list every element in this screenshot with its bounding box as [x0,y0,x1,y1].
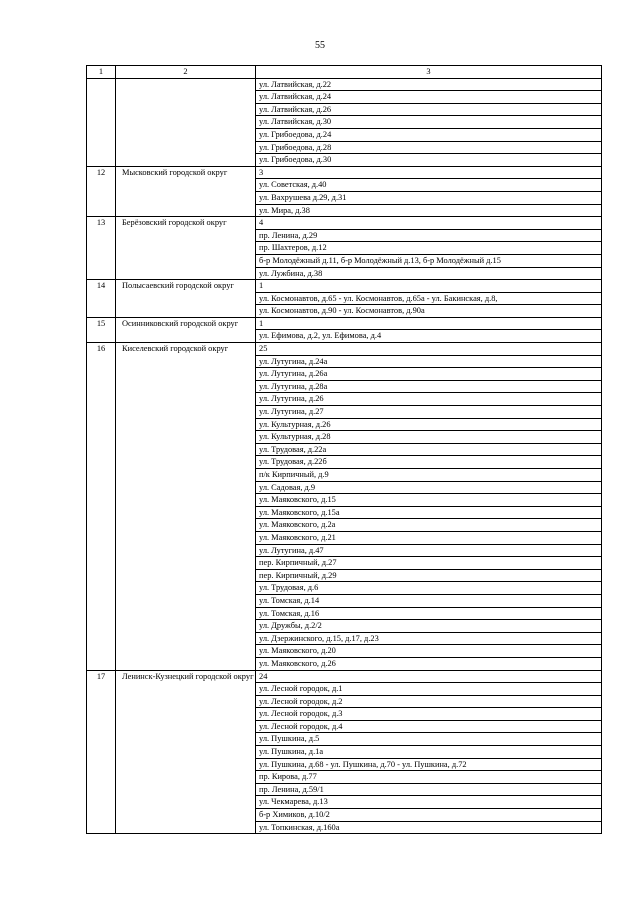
address-cell: ул. Маяковского, д.26 [256,657,602,670]
header-cell-3: 3 [256,66,602,79]
count-cell: 1 [256,317,602,330]
address-cell: ул. Советская, д.40 [256,179,602,192]
address-cell: ул. Культурная, д.26 [256,418,602,431]
row-number-cell: 12 [87,166,116,216]
count-cell: 25 [256,343,602,356]
address-cell: ул. Маяковского, д.15 [256,494,602,507]
address-cell: ул. Грибоедова, д.28 [256,141,602,154]
address-cell: ул. Трудовая, д.6 [256,582,602,595]
row-number-cell: 14 [87,280,116,318]
address-table [86,65,602,834]
address-cell: ул. Космонавтов, д.65 - ул. Космонавтов, д.65а - ул. Бакинская, д.8, [256,292,602,305]
district-name-cell: Ленинск-Кузнецкий городской округ [116,670,256,834]
address-cell: ул. Лутугина, д.47 [256,544,602,557]
table-row [87,343,602,356]
address-cell: ул. Пушкина, д.1а [256,746,602,759]
district-name-cell: Полысаевский городской округ [116,280,256,318]
row-number-cell: 13 [87,217,116,280]
address-cell: ул. Маяковского, д.21 [256,531,602,544]
address-cell: ул. Грибоедова, д.30 [256,154,602,167]
address-cell: ул. Космонавтов, д.90 - ул. Космонавтов, д.90а [256,305,602,318]
address-cell: ул. Дружбы, д.2/2 [256,620,602,633]
address-cell: пер. Кирпичный, д.29 [256,569,602,582]
district-name-cell [116,78,256,166]
address-cell: ул. Маяковского, д.15а [256,506,602,519]
district-name-cell: Осинниковский городской округ [116,317,256,342]
address-cell: ул. Топкинская, д.160а [256,821,602,834]
district-name-cell: Киселевский городской округ [116,343,256,670]
address-cell: пр. Кирова, д.77 [256,771,602,784]
address-cell: ул. Латвийская, д.22 [256,78,602,91]
address-cell: ул. Культурная, д.28 [256,431,602,444]
address-cell: б-р Молодёжный д.11, б-р Молодёжный д.13, б-р Молодёжный д.15 [256,254,602,267]
address-cell: ул. Лужбина, д.38 [256,267,602,280]
address-cell: ул. Лесной городок, д.2 [256,695,602,708]
district-name-cell: Мысковский городской округ [116,166,256,216]
count-cell: 24 [256,670,602,683]
address-cell: ул. Лутугина, д.27 [256,406,602,419]
address-cell: ул. Садовая, д.9 [256,481,602,494]
address-cell: ул. Латвийская, д.24 [256,91,602,104]
row-number-cell: 17 [87,670,116,834]
table-row [87,78,602,91]
address-cell: ул. Вахрушева д.29, д.31 [256,191,602,204]
address-cell: п/к Кирпичный, д.9 [256,469,602,482]
table-row [87,166,602,179]
address-cell: ул. Пушкина, д.68 - ул. Пушкина, д.70 - ул. Пушкина, д.72 [256,758,602,771]
header-cell-2: 2 [116,66,256,79]
address-cell: пр. Ленина, д.29 [256,229,602,242]
address-cell: пр. Шахтеров, д.12 [256,242,602,255]
row-number-cell: 16 [87,343,116,670]
table-body [87,66,602,834]
address-cell: ул. Ефимова, д.2, ул. Ефимова, д.4 [256,330,602,343]
address-cell: ул. Мира, д.38 [256,204,602,217]
address-cell: ул. Лутугина, д.26а [256,368,602,381]
address-cell: ул. Маяковского, д.2а [256,519,602,532]
address-cell: пер. Кирпичный, д.27 [256,557,602,570]
address-cell: пр. Ленина, д.59/1 [256,783,602,796]
address-cell: ул. Чекмарева, д.13 [256,796,602,809]
address-cell: ул. Лутугина, д.28а [256,380,602,393]
row-number-cell: 15 [87,317,116,342]
table-header-row [87,66,602,79]
header-cell-1: 1 [87,66,116,79]
district-name-cell: Берёзовский городской округ [116,217,256,280]
address-cell: ул. Маяковского, д.20 [256,645,602,658]
count-cell: 3 [256,166,602,179]
address-cell: ул. Латвийская, д.30 [256,116,602,129]
address-cell: ул. Латвийская, д.26 [256,103,602,116]
row-number-cell [87,78,116,166]
address-cell: ул. Трудовая, д.22а [256,443,602,456]
address-cell: б-р Химиков, д.10/2 [256,809,602,822]
table-row [87,217,602,230]
address-cell: ул. Лесной городок, д.1 [256,683,602,696]
page-number: 55 [315,40,325,51]
count-cell: 4 [256,217,602,230]
address-cell: ул. Лесной городок, д.3 [256,708,602,721]
address-cell: ул. Пушкина, д.5 [256,733,602,746]
address-cell: ул. Томская, д.16 [256,607,602,620]
address-cell: ул. Грибоедова, д.24 [256,128,602,141]
address-cell: ул. Лутугина, д.24а [256,355,602,368]
address-cell: ул. Дзержинского, д.15, д.17, д.23 [256,632,602,645]
address-cell: ул. Томская, д.14 [256,594,602,607]
address-cell: ул. Лесной городок, д.4 [256,720,602,733]
table-row [87,317,602,330]
address-cell: ул. Трудовая, д.22б [256,456,602,469]
table-row [87,280,602,293]
count-cell: 1 [256,280,602,293]
table-row [87,670,602,683]
address-cell: ул. Лутугина, д.26 [256,393,602,406]
